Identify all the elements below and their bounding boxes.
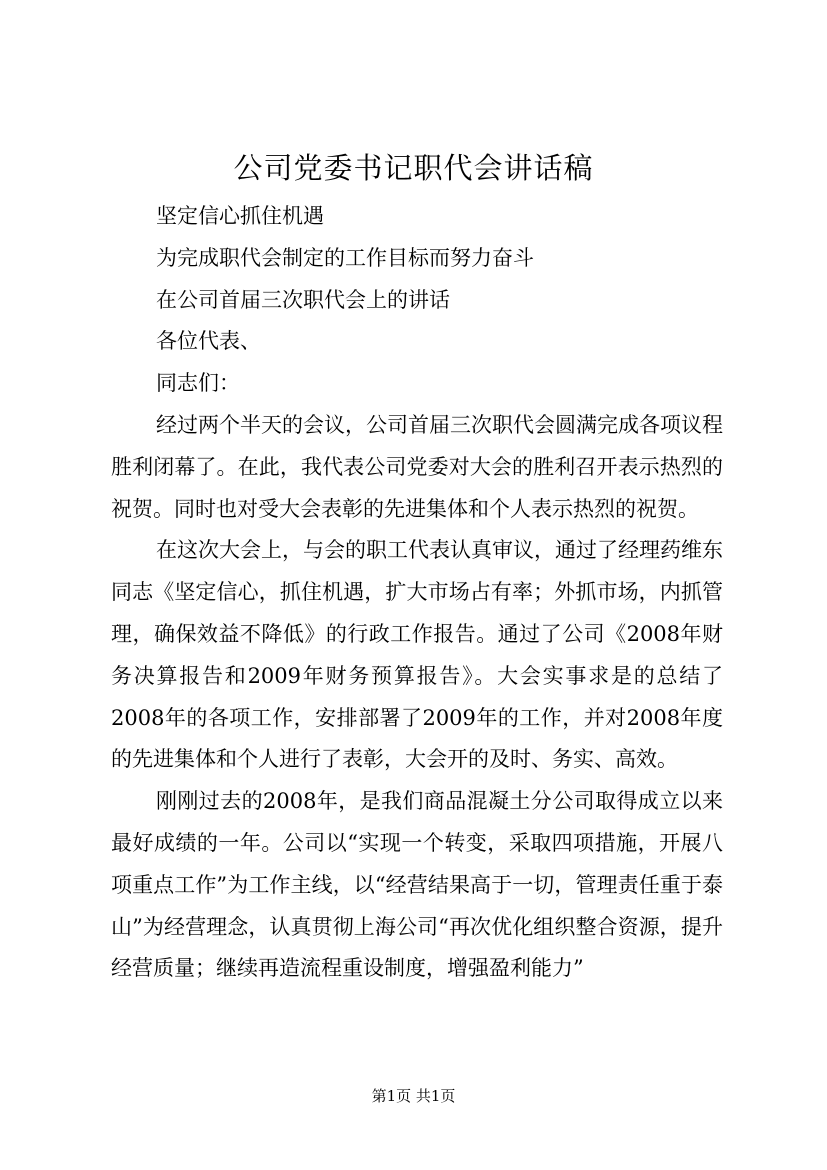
salutation-line: 各位代表、 (156, 329, 261, 354)
subtitle-line: 坚定信心抓住机遇 (156, 204, 324, 228)
document-body (111, 196, 723, 990)
document-title: 公司党委书记职代会讲话稿 (233, 151, 594, 185)
subtitle-line: 在公司首届三次职代会上的讲话 (156, 287, 450, 312)
subtitle-line: 为完成职代会制定的工作目标而努力奋斗 (156, 245, 534, 270)
page-footer: 第1页 共1页 (371, 1087, 456, 1105)
body-paragraph: 在这次大会上，与会的职工代表认真审议，通过了经理药维东同志《坚定信心，抓住机遇，扩大市场占有率；外抓市场，内抓管理，确保效益不降低》的行政工作报告。通过了公司《2008年财务决算报告和2009年财务预算报告》。大会实事求是的总结了2008年的各项工作，安排部署了2009年的工作，并对2008年度的先进集体和个人进行了表彰，大会开的及时、务实、高效。 (111, 538, 723, 772)
salutation-line: 同志们： (156, 371, 240, 396)
body-paragraph: 刚刚过去的2008年，是我们商品混凝土分公司取得成立以来最好成绩的一年。公司以“实现一个转变，采取四项措施，开展八项重点工作”为工作主线，以“经营结果高于一切，管理责任重于泰山”为经营理念，认真贯彻上海公司“再次优化组织整合资源，提升经营质量；继续再造流程重设制度，增强盈利能力” (111, 789, 723, 981)
body-paragraph: 经过两个半天的会议，公司首届三次职代会圆满完成各项议程胜利闭幕了。在此，我代表公司党委对大会的胜利召开表示热烈的祝贺。同时也对受大会表彰的先进集体和个人表示热烈的祝贺。 (111, 412, 723, 521)
